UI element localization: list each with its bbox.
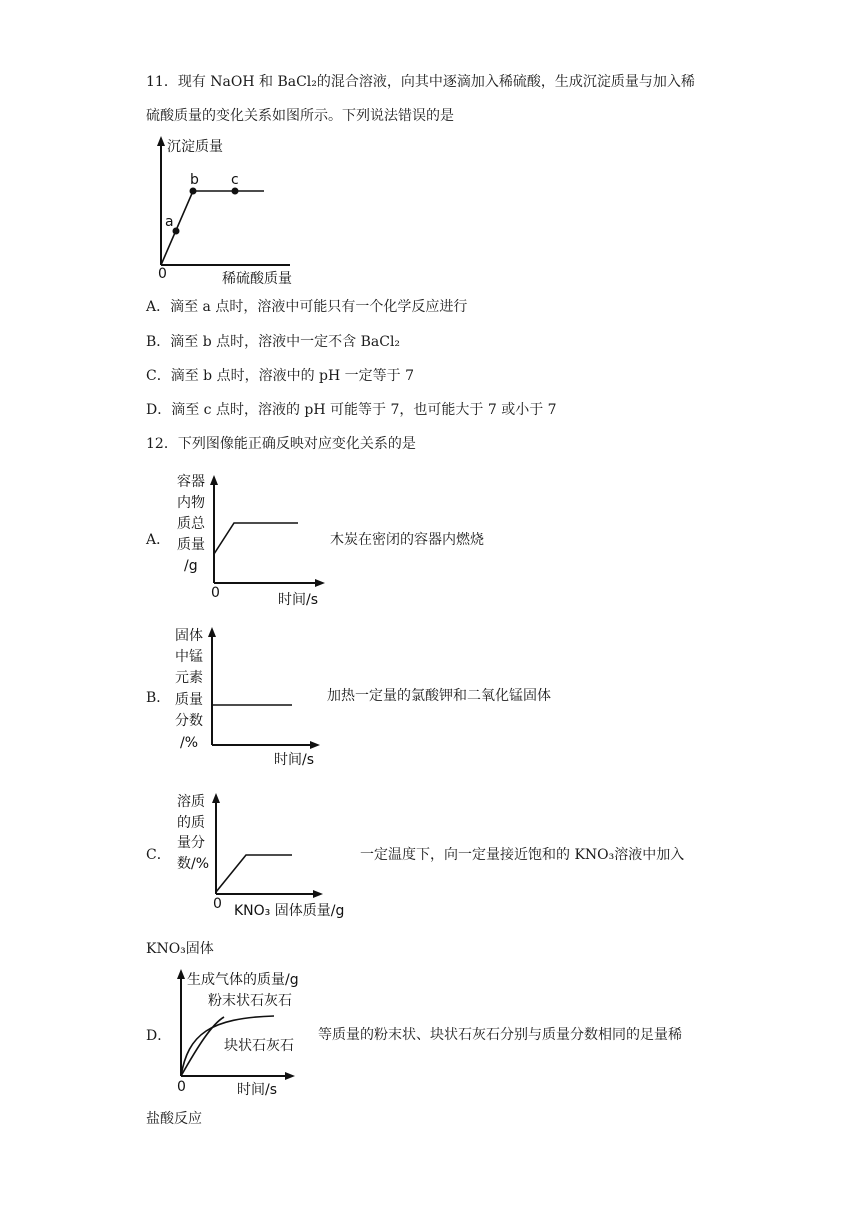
q11-stem-line2: 硫酸质量的变化关系如图所示。下列说法错误的是 <box>146 108 454 124</box>
q12-a-graph <box>170 466 340 611</box>
y-axis-arrow <box>210 475 218 485</box>
x-axis-label: 时间/s <box>237 1082 278 1098</box>
q12-c-text-cont: KNO₃固体 <box>146 941 214 957</box>
y-label-4: 质量 <box>175 692 203 708</box>
y-label-3: 元素 <box>175 670 203 686</box>
point-a-label: a <box>165 214 174 230</box>
y-label-6: /% <box>180 735 199 751</box>
x-axis-arrow <box>313 890 323 898</box>
x-axis-arrow <box>315 579 325 587</box>
y-label-1: 容器 <box>177 474 205 490</box>
q12-a-letter: A． <box>146 532 171 548</box>
point-b <box>190 188 197 195</box>
y-axis-arrow <box>177 969 185 979</box>
y-label-5: 分数 <box>175 713 203 729</box>
q11-option-a: A．滴至 a 点时，溶液中可能只有一个化学反应进行 <box>146 299 468 315</box>
y-label-5: /g <box>184 558 198 574</box>
mass-curve <box>214 523 298 554</box>
point-b-label: b <box>190 172 199 188</box>
q12-a-text: 木炭在密闭的容器内燃烧 <box>330 532 484 548</box>
y-label-2: 内物 <box>177 495 205 511</box>
y-axis-arrow <box>208 627 216 637</box>
y-axis-label: 生成气体的质量/g <box>187 972 299 988</box>
q11-option-c: C．滴至 b 点时，溶液中的 pH 一定等于 7 <box>146 368 415 384</box>
q12-c-graph <box>170 784 355 924</box>
y-label-3: 量分 <box>177 835 205 851</box>
x-axis-label: 时间/s <box>274 752 315 768</box>
origin-label: 0 <box>213 896 222 912</box>
q12-d-text-cont: 盐酸反应 <box>146 1111 202 1127</box>
q11-option-d: D．滴至 c 点时，溶液的 pH 可能等于 7，也可能大于 7 或小于 7 <box>146 402 557 418</box>
q12-b-text: 加热一定量的氯酸钾和二氧化锰固体 <box>327 688 551 704</box>
x-axis-label: 时间/s <box>278 592 319 608</box>
q12-d-graph <box>170 964 330 1102</box>
q12-b-letter: B． <box>146 690 171 706</box>
q12-c-text: 一定温度下，向一定量接近饱和的 KNO₃溶液中加入 <box>360 847 685 863</box>
q12-d-text: 等质量的粉末状、块状石灰石分别与质量分数相同的足量稀 <box>318 1027 682 1043</box>
y-axis-arrow <box>212 793 220 803</box>
y-label-4: 数/% <box>177 856 210 872</box>
curve-label-block: 块状石灰石 <box>224 1038 294 1054</box>
y-axis-label: 沉淀质量 <box>167 139 223 155</box>
origin-label: 0 <box>177 1079 186 1095</box>
y-label-2: 中锰 <box>175 649 203 665</box>
origin-label: 0 <box>211 585 220 601</box>
q12-stem: 12．下列图像能正确反映对应变化关系的是 <box>146 436 416 452</box>
y-label-4: 质量 <box>177 537 205 553</box>
y-label-2: 的质 <box>177 815 205 831</box>
q11-stem-line1: 11．现有 NaOH 和 BaCl₂的混合溶液，向其中逐滴加入稀硫酸，生成沉淀质量与加入稀 <box>146 74 695 90</box>
curve-label-powder: 粉末状石灰石 <box>208 993 292 1009</box>
x-axis-label: KNO₃ 固体质量/g <box>234 903 345 919</box>
q12-d-letter: D． <box>146 1028 172 1044</box>
x-axis-label: 稀硫酸质量 <box>222 271 292 287</box>
solute-fraction-curve <box>216 855 292 892</box>
y-label-1: 溶质 <box>177 794 205 810</box>
x-axis-arrow <box>285 1072 295 1080</box>
y-label-1: 固体 <box>175 628 203 644</box>
q12-c-letter: C． <box>146 847 171 863</box>
q12-b-graph <box>170 620 330 770</box>
y-label-3: 质总 <box>177 516 205 532</box>
x-axis-arrow <box>310 741 320 749</box>
point-c-label: c <box>231 172 239 188</box>
y-axis-arrow <box>157 136 165 146</box>
q11-graph <box>140 130 310 290</box>
origin-label: 0 <box>158 266 167 282</box>
point-c <box>232 188 239 195</box>
q11-option-b: B．滴至 b 点时，溶液中一定不含 BaCl₂ <box>146 334 401 350</box>
